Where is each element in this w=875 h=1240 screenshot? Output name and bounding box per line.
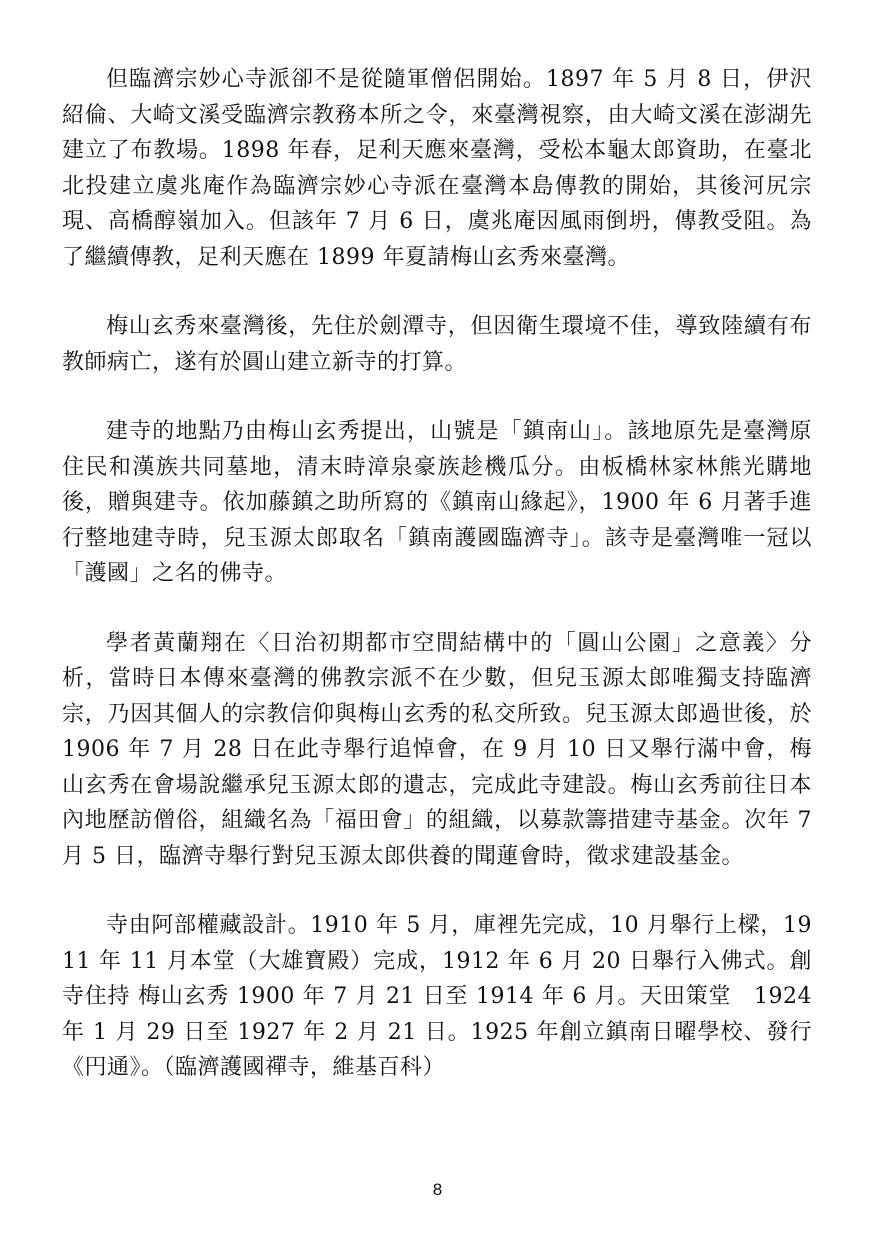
paragraph-3: 建寺的地點乃由梅山玄秀提出，山號是「鎮南山」。該地原先是臺灣原住民和漢族共同墓地，清末時漳泉豪族趁機瓜分。由板橋林家林熊光購地後，贈與建寺。依加藤鎮之助所寫的《鎮南山緣起》，1900 年 6 月著手進行整地建寺時，兒玉源太郎取名「鎮南護國臨濟寺」。該寺是臺灣唯一冠以「護國」之名的佛寺。 <box>62 419 812 586</box>
paragraph-1: 但臨濟宗妙心寺派卻不是從隨軍僧侶開始。1897 年 5 月 8 日，伊沢紹倫、大崎文溪受臨濟宗教務本所之令，來臺灣視察，由大崎文溪在澎湖先建立了布教場。1898 年春，足利天應來臺灣，受松本龜太郎資助，在臺北北投建立虞兆庵作為臨濟宗妙心寺派在臺灣本島傳教的開始，其後河尻宗現、高橋醇嶺加入。但該年 7 月 6 日，虞兆庵因風雨倒坍，傳教受阻。為了繼續傳教，足利天應在 1899 年夏請梅山玄秀來臺灣。 <box>62 67 812 270</box>
paragraph-4: 學者黃蘭翔在〈日治初期都市空間結構中的「圓山公園」之意義〉分析，當時日本傳來臺灣的佛教宗派不在少數，但兒玉源太郎唯獨支持臨濟宗，乃因其個人的宗教信仰與梅山玄秀的私交所致。兒玉源太郎過世後，於 1906 年 7 月 28 日在此寺舉行追悼會，在 9 月 10 日又舉行滿中會，梅山玄秀在會場說繼承兒玉源太郎的遺志，完成此寺建設。梅山玄秀前往日本內地歷訪僧俗，組織名為「福田會」的組織，以募款籌措建寺基金。次年 7 月 5 日，臨濟寺舉行對兒玉源太郎供養的聞蓮會時，徵求建設基金。 <box>62 630 812 869</box>
paragraph-5: 寺由阿部權藏設計。1910 年 5 月，庫裡先完成，10 月舉行上樑，1911 年 11 月本堂（大雄寶殿）完成，1912 年 6 月 20 日舉行入佛式。創寺住持 梅山玄秀 1900 年 7 月 21 日至 1914 年 6 月。天田策堂 1924 年 1 月 29 日至 1927 年 2 月 21 日。1925 年創立鎮南日曜學校、發行《円通》。（臨濟護國禪寺，維基百科） <box>62 913 812 1080</box>
document-body <box>62 62 812 1120</box>
page-number: 8 <box>432 1180 443 1199</box>
paragraph-2: 梅山玄秀來臺灣後，先住於劍潭寺，但因衛生環境不佳，導致陸續有布教師病亡，遂有於圓山建立新寺的打算。 <box>62 314 812 375</box>
